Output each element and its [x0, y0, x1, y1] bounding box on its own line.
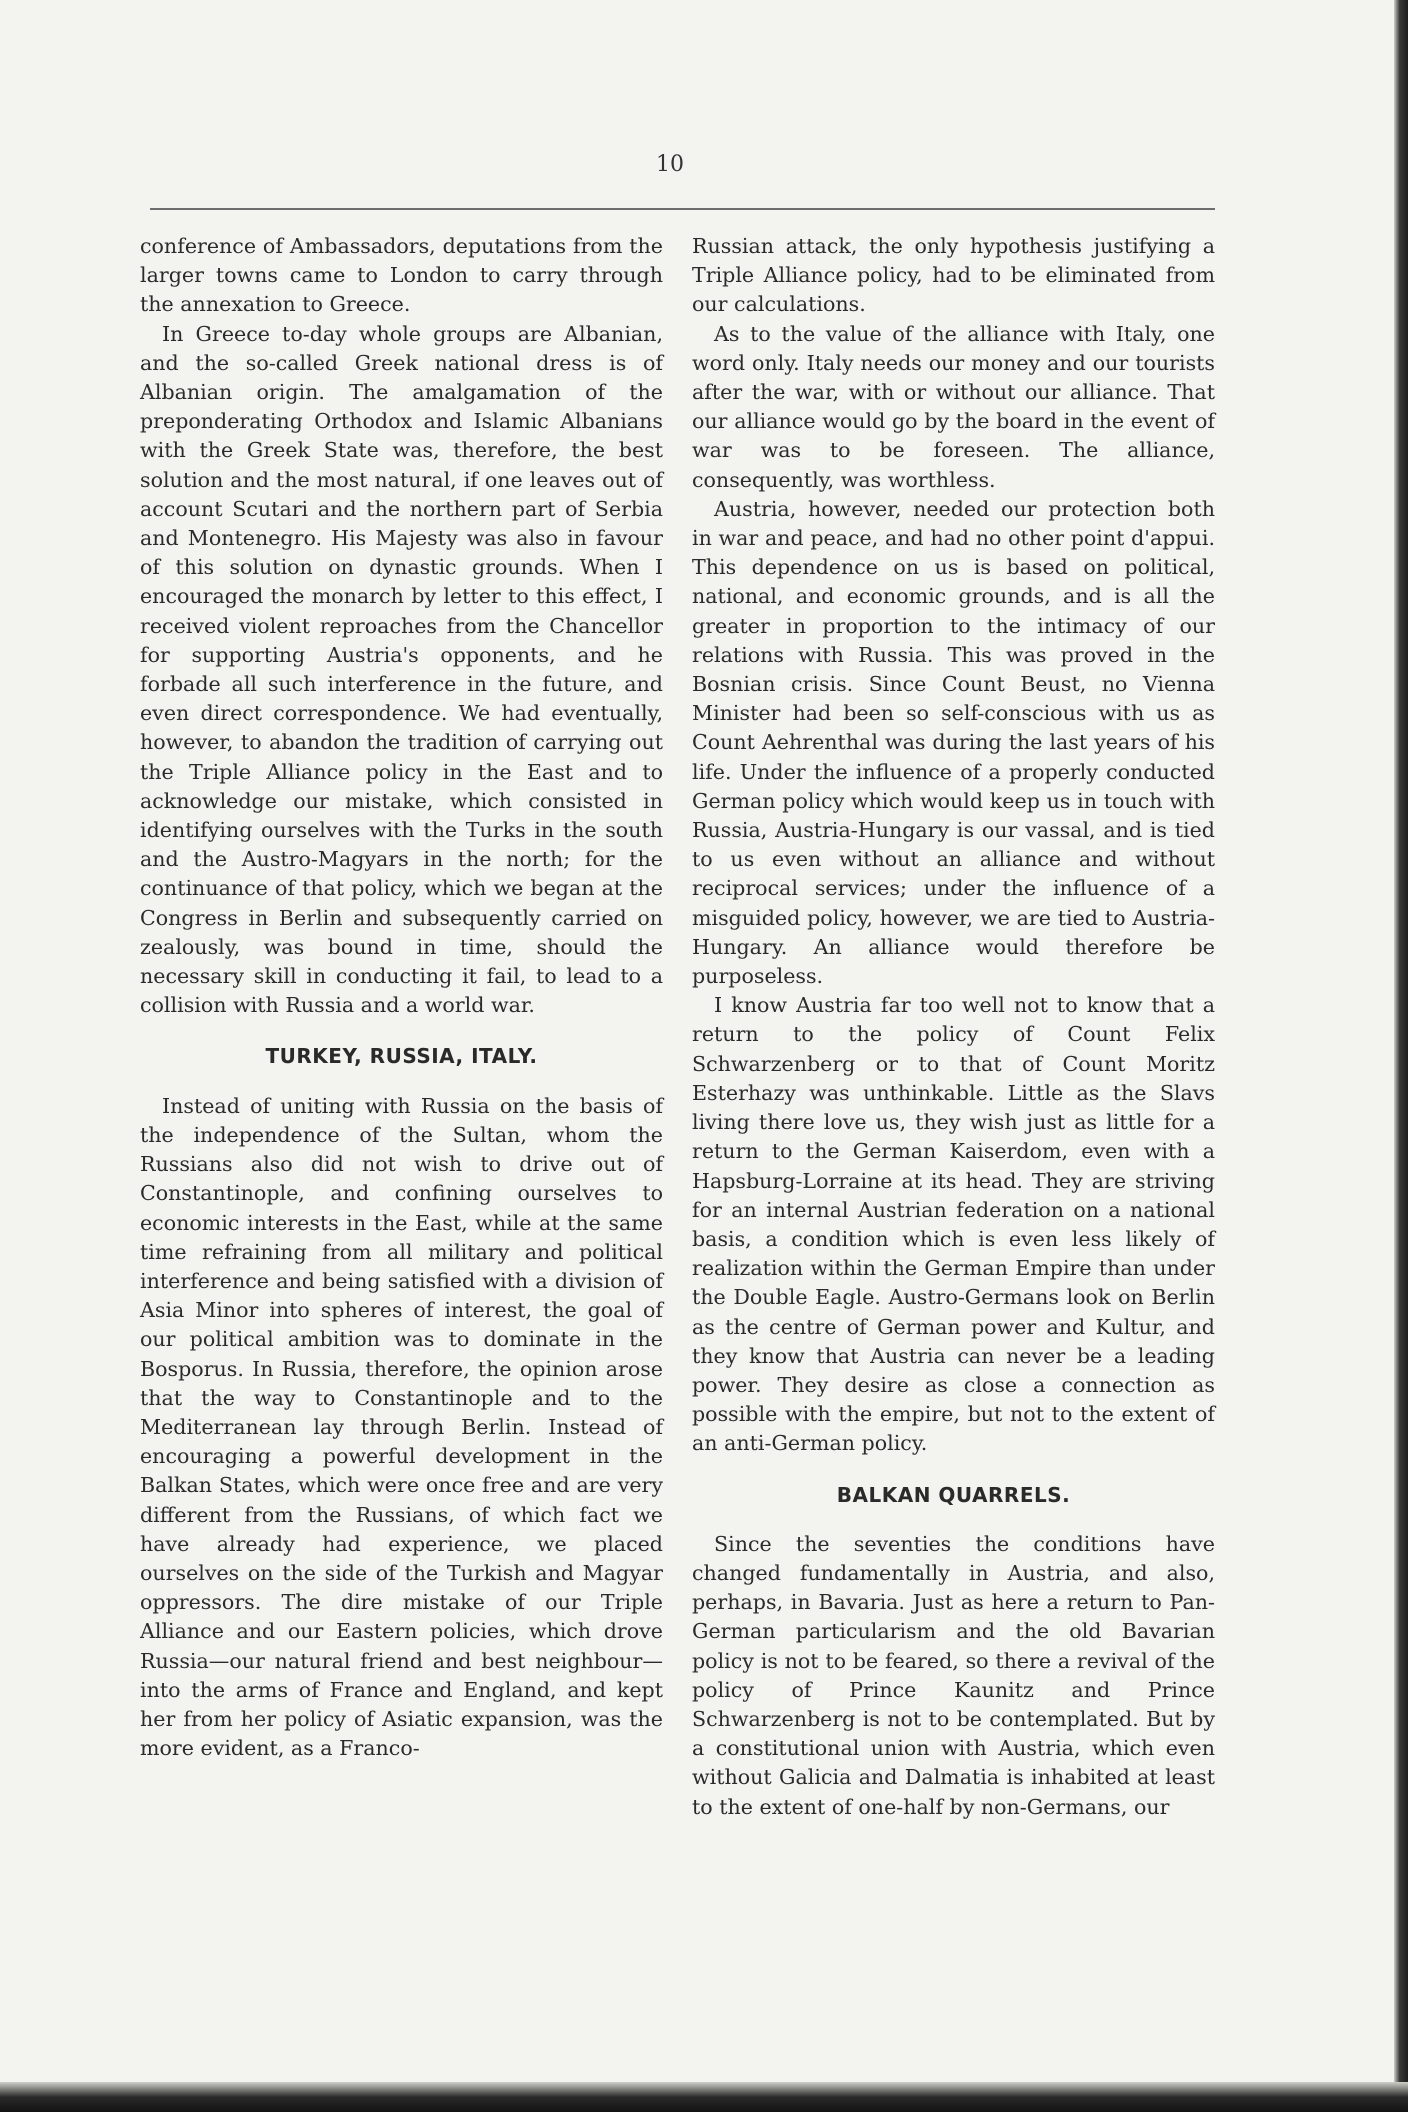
paragraph: Instead of uniting with Russia on the basis of the independence of the Sultan, whom the Russians also did not wish to drive out of Constantinople, and confining ourselves to economic interests in the East, while at the same time refraining from all military and political interference and being satisfied with a division of Asia Minor into spheres of interest, the goal of our political ambition was to dominate in the Bosporus. In Russia, therefore, the opinion arose that the way to Constantinople and to the Mediterranean lay through Berlin. Instead of encouraging a powerful development in the Balkan States, which were once free and are very different from the Russians, of which fact we have already had experience, we placed ourselves on the side of the Turkish and Magyar oppressors. The dire mistake of our Triple Alliance and our Eastern policies, which drove Russia—our natural friend and best neighbour—into the arms of France and England, and kept her from her policy of Asiatic expansion, was the more evident, as a Franco-: [140, 1093, 663, 1761]
right-column: [692, 232, 1215, 1822]
paragraph: Austria, however, needed our protection both in war and peace, and had no other point d'appui. This dependence on us is based on political, national, and economic grounds, and is all the greater in proportion to the intimacy of our relations with Russia. This was proved in the Bosnian crisis. Since Count Beust, no Vienna Minister had been so self-conscious with us as Count Aehrenthal was during the last years of his life. Under the influence of a properly conducted German policy which would keep us in touch with Russia, Austria-Hungary is our vassal, and is tied to us even without an alliance and without reciprocal services; under the influence of a misguided policy, however, we are tied to Austria-Hungary. An alliance would therefore be purposeless.: [692, 496, 1215, 989]
paragraph: conference of Ambassadors, deputations from the larger towns came to London to carry through the annexation to Greece.: [140, 234, 663, 317]
paragraph: Since the seventies the conditions have changed fundamentally in Austria, and also, perhaps, in Bavaria. Just as here a return to Pan-German particularism and the old Bavarian policy is not to be feared, so there a revival of the policy of Prince Kaunitz and Prince Schwarzenberg is not to be contemplated. But by a constitutional union with Austria, which even without Galicia and Dalmatia is inhabited at least to the extent of one-half by non-Germans, our: [692, 1531, 1215, 1819]
page-number: 10: [656, 152, 684, 177]
page-edge-right: [1394, 0, 1408, 2112]
paragraph: In Greece to-day whole groups are Albanian, and the so-called Greek national dress is of Albanian origin. The amalgamation of the preponderating Orthodox and Islamic Albanians with the Greek State was, therefore, the best solution and the most natural, if one leaves out of account Scutari and the northern part of Serbia and Montenegro. His Majesty was also in favour of this solution on dynastic grounds. When I encouraged the monarch by letter to this effect, I received violent reproaches from the Chancellor for supporting Austria's opponents, and he forbade all such interference in the future, and even direct correspondence. We had eventually, however, to abandon the tradition of carrying out the Triple Alliance policy in the East and to acknowledge our mistake, which consisted in identifying ourselves with the Turks in the south and the Austro-Magyars in the north; for the continuance of that policy, which we began at the Congress in Berlin and subsequently carried on zealously, was bound in time, should the necessary skill in conducting it fail, to lead to a collision with Russia and a world war.: [140, 321, 663, 1018]
section-heading-turkey-russia-italy: TURKEY, RUSSIA, ITALY.: [265, 1044, 538, 1069]
page-edge-bottom: [0, 2082, 1408, 2112]
paragraph: I know Austria far too well not to know that a return to the policy of Count Felix Schwarzenberg or to that of Count Moritz Esterhazy was unthinkable. Little as the Slavs living there love us, they wish just as little for a return to the German Kaiserdom, even with a Hapsburg-Lorraine at its head. They are striving for an internal Austrian federation on a national basis, a condition which is even less likely of realization within the German Empire than under the Double Eagle. Austro-Germans look on Berlin as the centre of German power and Kultur, and they know that Austria can never be a leading power. They desire as close a connection as possible with the empire, but not to the extent of an anti-German policy.: [692, 993, 1215, 1456]
paragraph: As to the value of the alliance with Italy, one word only. Italy needs our money and our tourists after the war, with or without our alliance. That our alliance would go by the board in the event of war was to be foreseen. The alliance, consequently, was worthless.: [692, 321, 1215, 492]
left-column: [140, 232, 663, 1763]
header-rule: [150, 208, 1215, 210]
section-heading-balkan-quarrels: BALKAN QUARRELS.: [836, 1482, 1071, 1507]
paragraph: Russian attack, the only hypothesis justifying a Triple Alliance policy, had to be eliminated from our calculations.: [692, 234, 1215, 317]
